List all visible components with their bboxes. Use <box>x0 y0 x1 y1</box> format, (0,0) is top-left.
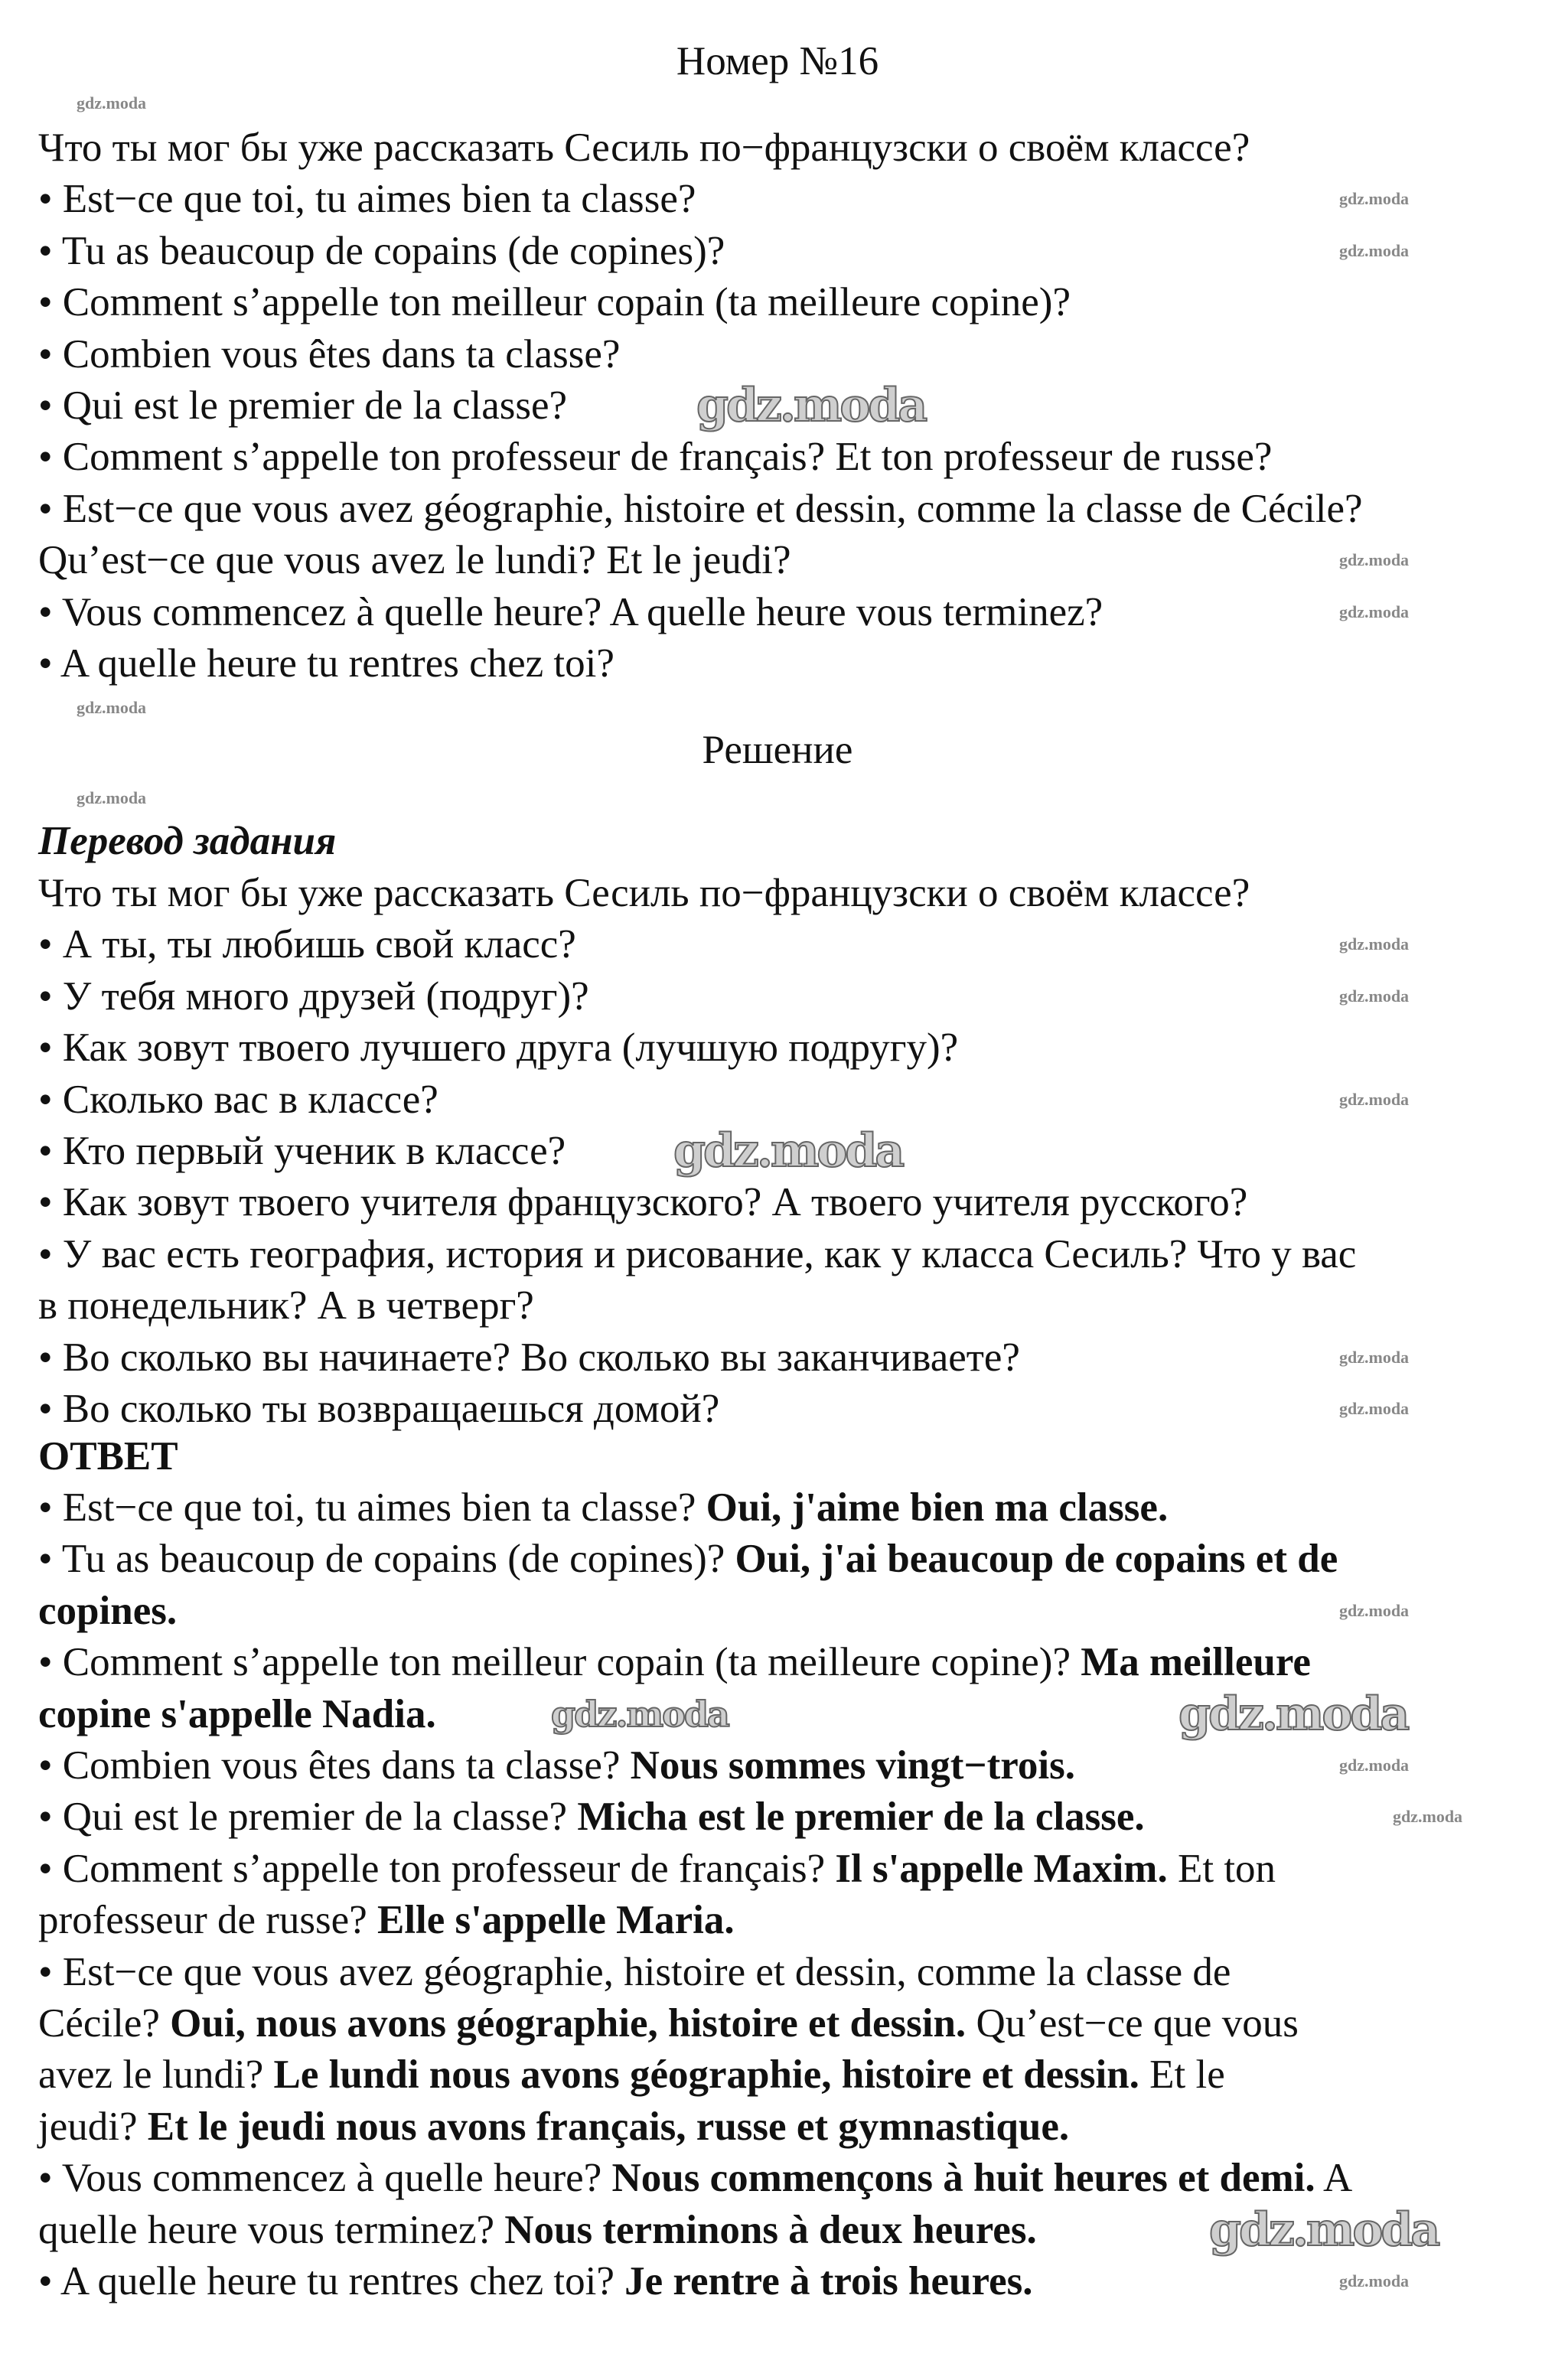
answer-line <box>38 1740 1075 1792</box>
answer-line <box>38 1895 735 1946</box>
watermark-text: gdz.moda <box>77 698 147 717</box>
answer-text: Nous terminons à deux heures. <box>504 2207 1037 2252</box>
translation-line: • Во сколько вы начинаете? Во сколько вы заканчиваете? <box>38 1335 1020 1380</box>
watermark-text: gdz.moda <box>1339 2271 1410 2290</box>
translation-line: • Как зовут твоего лучшего друга (лучшую подругу)? <box>38 1025 959 1071</box>
watermark-logo: gdz.moda <box>1178 1687 1408 1741</box>
answer-text: Oui, nous avons géographie, histoire et dessin. <box>170 2001 967 2046</box>
translation-line: • Кто первый ученик в классе? <box>38 1129 566 1173</box>
watermark-text: gdz.moda <box>1339 1399 1410 1418</box>
translation-line: • Как зовут твоего учителя французского? А твоего учителя русского? <box>38 1180 1248 1225</box>
watermark-text: gdz.moda <box>1339 241 1410 260</box>
task-line: • Tu as beaucoup de copains (de copines)? <box>38 228 725 273</box>
task-line: • Qui est le premier de la classe? <box>38 383 568 428</box>
question-text: • A quelle heure tu rentres chez toi? <box>38 2259 625 2303</box>
watermark-logo: gdz.moda <box>673 1124 903 1178</box>
translation-line: Что ты мог бы уже рассказать Сесиль по−французски о своём классе? <box>38 871 1250 915</box>
answer-text: Oui, j'ai beaucoup de copains et de <box>735 1537 1338 1582</box>
question-text: A <box>1315 2156 1353 2201</box>
answer-text: copines. <box>38 1588 178 1633</box>
answer-line <box>38 1844 1276 1895</box>
question-text: Et le <box>1139 2052 1225 2098</box>
answer-line <box>38 2256 1033 2307</box>
watermark-text: gdz.moda <box>1339 1756 1410 1775</box>
translation-line: в понедельник? А в четверг? <box>38 1283 534 1329</box>
answer-text: copine s'appelle Nadia. <box>38 1691 436 1736</box>
answer-line <box>38 1586 177 1637</box>
watermark-text: gdz.moda <box>77 93 147 112</box>
answer-line <box>38 1534 1338 1585</box>
watermark-text: gdz.moda <box>1339 602 1410 621</box>
task-line: Что ты мог бы уже рассказать Сесиль по−французски о своём классе? <box>38 126 1250 170</box>
task-line: • Est−ce que vous avez géographie, histoire et dessin, comme la classe de Cécile? <box>38 486 1363 531</box>
watermark-text: gdz.moda <box>1339 1090 1410 1109</box>
question-text: jeudi? <box>38 2104 148 2149</box>
answer-text: Elle s'appelle Maria. <box>377 1898 735 1943</box>
question-text: quelle heure vous terminez? <box>38 2207 505 2252</box>
task-line: Qu’est−ce que vous avez le lundi? Et le jeudi? <box>38 538 791 583</box>
answer-text: Et le jeudi nous avons français, russe et gymnastique. <box>147 2104 1070 2149</box>
question-text: Cécile? <box>38 2001 171 2046</box>
answer-text: Oui, j'aime bien ma classe. <box>706 1485 1169 1530</box>
answer-heading: ОТВЕТ <box>38 1434 178 1479</box>
question-text: • Est−ce que vous avez géographie, histoire et dessin, comme la classe de <box>38 1949 1231 1994</box>
question-text: • Vous commencez à quelle heure? <box>38 2156 612 2201</box>
answer-line <box>38 1482 1168 1534</box>
watermark-text: gdz.moda <box>1339 1601 1410 1620</box>
answer-line <box>38 2153 1352 2204</box>
task-line: • A quelle heure tu rentres chez toi? <box>38 641 615 686</box>
watermark-text: gdz.moda <box>1339 1348 1410 1367</box>
question-text: Et ton <box>1167 1846 1276 1891</box>
watermark-logo: gdz.moda <box>1209 2203 1439 2257</box>
answer-text: Ma meilleure <box>1081 1640 1311 1685</box>
task-line: • Est−ce que toi, tu aimes bien ta classe? <box>38 177 696 222</box>
question-text: • Combien vous êtes dans ta classe? <box>38 1743 631 1788</box>
solution-heading: Решение <box>702 728 853 772</box>
watermark-text: gdz.moda <box>1339 934 1410 954</box>
question-text: • Tu as beaucoup de copains (de copines)? <box>38 1537 735 1582</box>
task-line: • Comment s’appelle ton meilleur copain (ta meilleure copine)? <box>38 280 1071 325</box>
answer-line <box>38 1637 1311 1688</box>
answer-text: Il s'appelle Maxim. <box>835 1846 1168 1891</box>
answer-line <box>38 1998 1299 2049</box>
translation-line: • У тебя много друзей (подруг)? <box>38 973 589 1019</box>
watermark-text: gdz.moda <box>1393 1807 1463 1826</box>
answer-text: Nous commençons à huit heures et demi. <box>611 2156 1315 2201</box>
answer-line <box>38 2049 1225 2101</box>
question-text: avez le lundi? <box>38 2052 274 2098</box>
answer-line <box>38 1689 436 1740</box>
question-text: • Qui est le premier de la classe? <box>38 1795 578 1840</box>
watermark-text: gdz.moda <box>1339 986 1410 1006</box>
question-text: professeur de russe? <box>38 1898 377 1943</box>
answer-line <box>38 2101 1069 2153</box>
answer-text: Le lundi nous avons géographie, histoire et dessin. <box>273 2052 1139 2098</box>
answer-text: Micha est le premier de la classe. <box>577 1795 1145 1840</box>
answer-line <box>38 2205 1037 2256</box>
translation-heading: Перевод задания <box>38 819 337 863</box>
watermark-logo: gdz.moda <box>696 379 926 432</box>
answer-line <box>38 1947 1231 1998</box>
watermark-text: gdz.moda <box>77 788 147 807</box>
task-line: • Combien vous êtes dans ta classe? <box>38 331 621 377</box>
task-line: • Vous commencez à quelle heure? A quelle heure vous terminez? <box>38 589 1103 634</box>
answer-line <box>38 1792 1145 1843</box>
answer-text: Je rentre à trois heures. <box>624 2259 1033 2303</box>
page-title: Номер №16 <box>676 39 879 83</box>
translation-line: • Во сколько ты возвращаешься домой? <box>38 1387 720 1431</box>
translation-line: • У вас есть география, история и рисование, как у класса Сесиль? Что у вас <box>38 1231 1357 1276</box>
task-line: • Comment s’appelle ton professeur de français? Et ton professeur de russe? <box>38 435 1273 480</box>
question-text: • Comment s’appelle ton meilleur copain (ta meilleure copine)? <box>38 1640 1081 1685</box>
answer-text: Nous sommes vingt−trois. <box>630 1743 1075 1788</box>
question-text: • Est−ce que toi, tu aimes bien ta classe? <box>38 1485 706 1530</box>
watermark-text: gdz.moda <box>1339 189 1410 208</box>
question-text: • Comment s’appelle ton professeur de français? <box>38 1846 836 1891</box>
watermark-logo: gdz.moda <box>551 1694 729 1735</box>
question-text: Qu’est−ce que vous <box>966 2001 1299 2046</box>
translation-line: • Сколько вас в классе? <box>38 1077 438 1122</box>
watermark-text: gdz.moda <box>1339 550 1410 569</box>
translation-line: • А ты, ты любишь свой класс? <box>38 922 576 967</box>
